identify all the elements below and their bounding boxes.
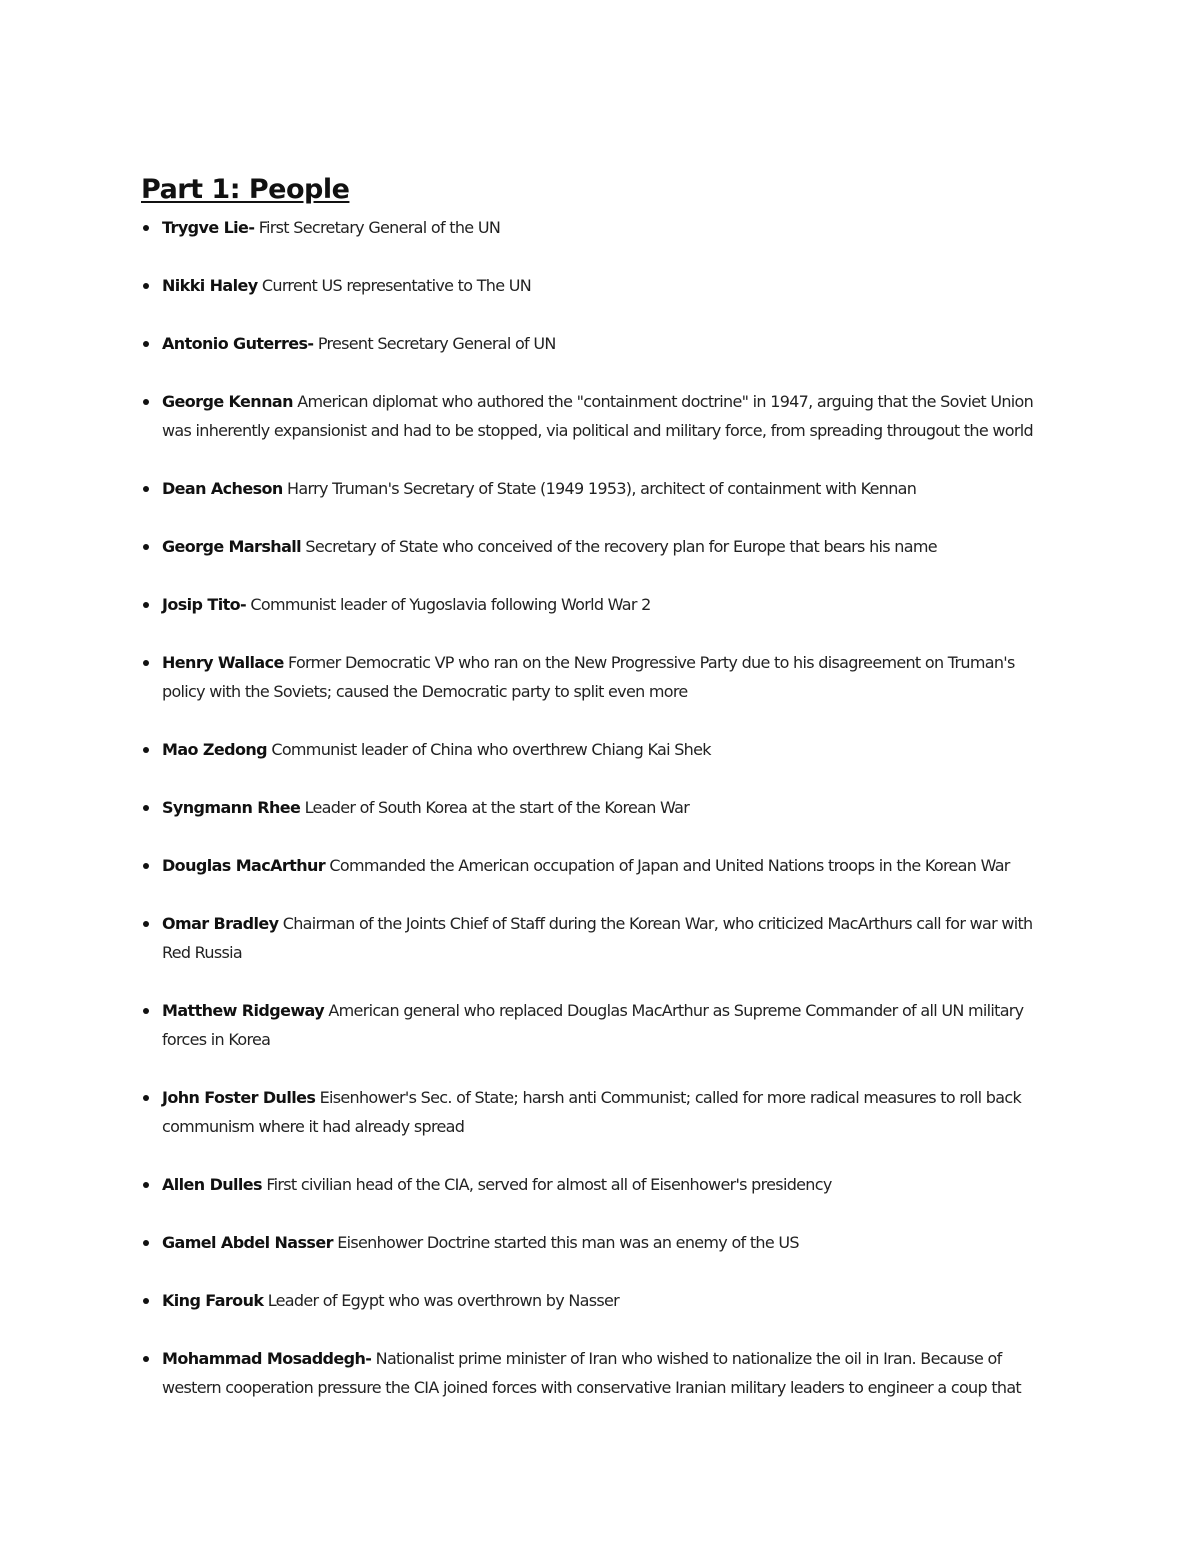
person-name: Dean Acheson <box>162 479 283 498</box>
person-entry <box>141 1286 1056 1315</box>
person-description: Former Democratic VP who ran on the New Progressive Party due to his disagreement on Truman's policy with the Soviets; caused the Democratic party to split even more <box>162 653 1015 701</box>
person-description: Harry Truman's Secretary of State (1949 1953), architect of containment with Kennan <box>287 479 917 498</box>
person-name: Mao Zedong <box>162 740 268 759</box>
person-description: Leader of South Korea at the start of the Korean War <box>304 798 690 817</box>
person-name: George Kennan <box>162 392 293 411</box>
bullet-icon <box>143 486 149 492</box>
person-name: Trygve Lie- <box>162 218 255 237</box>
person-name: Gamel Abdel Nasser <box>162 1233 333 1252</box>
person-name: Henry Wallace <box>162 653 284 672</box>
bullet-icon <box>143 283 149 289</box>
bullet-icon <box>143 921 149 927</box>
person-entry <box>141 590 1056 619</box>
person-name: Allen Dulles <box>162 1175 262 1194</box>
person-description: Eisenhower's Sec. of State; harsh anti Communist; called for more radical measures to roll back communism where it had already spread <box>162 1088 1022 1136</box>
person-entry <box>141 1344 1056 1402</box>
person-name: Douglas MacArthur <box>162 856 326 875</box>
person-description: First Secretary General of the UN <box>258 218 501 237</box>
person-entry <box>141 851 1056 880</box>
person-entry <box>141 648 1056 706</box>
person-entry <box>141 909 1056 967</box>
bullet-icon <box>143 747 149 753</box>
person-description: Present Secretary General of UN <box>317 334 556 353</box>
person-name: Antonio Guterres- <box>162 334 314 353</box>
person-description: American diplomat who authored the "containment doctrine" in 1947, arguing that the Soviet Union was inherently expansionist and had to be stopped, via political and military force, from spreading througout the world <box>162 392 1034 440</box>
person-name: Josip Tito- <box>162 595 247 614</box>
person-description: Nationalist prime minister of Iran who wished to nationalize the oil in Iran. Because of western cooperation pressure the CIA joined forces with conservative Iranian military leaders to engineer a coup that <box>162 1349 1022 1397</box>
bullet-icon <box>143 225 149 231</box>
bullet-icon <box>143 805 149 811</box>
person-entry <box>141 213 1056 242</box>
person-description: Commanded the American occupation of Japan and United Nations troops in the Korean War <box>329 856 1010 875</box>
person-entry <box>141 1170 1056 1199</box>
bullet-icon <box>143 544 149 550</box>
bullet-icon <box>143 1298 149 1304</box>
bullet-icon <box>143 1356 149 1362</box>
section-heading: Part 1: People <box>141 174 350 205</box>
person-entry <box>141 329 1056 358</box>
person-name: Syngmann Rhee <box>162 798 301 817</box>
bullet-icon <box>143 1182 149 1188</box>
person-entry <box>141 996 1056 1054</box>
bullet-icon <box>143 1240 149 1246</box>
person-name: Mohammad Mosaddegh- <box>162 1349 372 1368</box>
person-description: First civilian head of the CIA, served for almost all of Eisenhower's presidency <box>266 1175 832 1194</box>
person-entry <box>141 1083 1056 1141</box>
person-entry <box>141 387 1056 445</box>
person-description: Communist leader of Yugoslavia following World War 2 <box>250 595 651 614</box>
person-entry <box>141 271 1056 300</box>
person-description: Leader of Egypt who was overthrown by Nasser <box>267 1291 620 1310</box>
bullet-icon <box>143 1095 149 1101</box>
person-name: Omar Bradley <box>162 914 279 933</box>
person-description: Eisenhower Doctrine started this man was an enemy of the US <box>337 1233 799 1252</box>
people-list <box>141 213 1056 1431</box>
bullet-icon <box>143 660 149 666</box>
person-name: Nikki Haley <box>162 276 258 295</box>
bullet-icon <box>143 1008 149 1014</box>
person-entry <box>141 1228 1056 1257</box>
person-entry <box>141 474 1056 503</box>
person-name: Matthew Ridgeway <box>162 1001 325 1020</box>
person-description: American general who replaced Douglas MacArthur as Supreme Commander of all UN military forces in Korea <box>162 1001 1024 1049</box>
bullet-icon <box>143 602 149 608</box>
person-name: King Farouk <box>162 1291 264 1310</box>
person-name: John Foster Dulles <box>162 1088 316 1107</box>
person-description: Communist leader of China who overthrew Chiang Kai Shek <box>271 740 711 759</box>
person-entry <box>141 532 1056 561</box>
person-name: George Marshall <box>162 537 302 556</box>
person-description: Chairman of the Joints Chief of Staff during the Korean War, who criticized MacArthurs call for war with Red Russia <box>162 914 1033 962</box>
bullet-icon <box>143 341 149 347</box>
bullet-icon <box>143 863 149 869</box>
person-entry <box>141 793 1056 822</box>
person-entry <box>141 735 1056 764</box>
person-description: Current US representative to The UN <box>261 276 532 295</box>
bullet-icon <box>143 399 149 405</box>
person-description: Secretary of State who conceived of the recovery plan for Europe that bears his name <box>305 537 937 556</box>
